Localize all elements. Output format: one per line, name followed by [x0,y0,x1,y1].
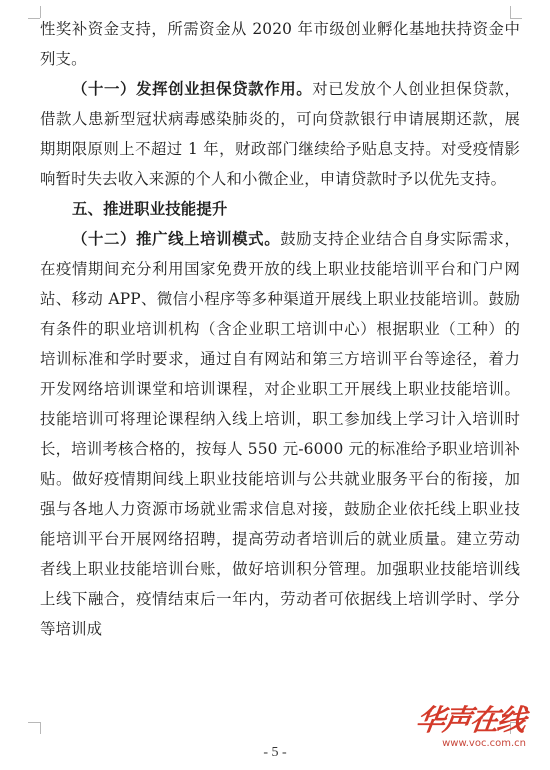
watermark-url: www.voc.com.cn [442,738,526,749]
section-11-title: （十一）发挥创业担保贷款作用。 [72,80,313,98]
watermark-logo [413,702,534,764]
crop-mark-bottom-left-h [28,722,40,723]
section-12-title: （十二）推广线上培训模式。 [72,230,281,248]
heading-text: 五、推进职业技能提升 [72,200,228,218]
document-body [40,14,520,644]
paragraph-guarantee-loans [40,74,520,194]
paragraph-text: 鼓励支持企业结合自身实际需求，在疫情期间充分利用国家免费开放的线上职业技能培训平台和门户网站、移动 APP、微信小程序等多种渠道开展线上职业技能培训。鼓励有条件的职业培训机构（含企业职工培训中心）根据职业（工种）的培训标准和学时要求，通过自有网站和第三方培训平台等途径，着力开发网络培训课堂和培训课程，对企业职工开展线上职业技能培训。技能培训可将理论课程纳入线上培训，职工参加线上学习计入培训时长，培训考核合格的，按每人 550 元-6000 元的标准给予职业培训补贴。做好疫情期间线上职业技能培训与公共就业服务平台的衔接，加强与各地人力资源市场就业需求信息对接，鼓励企业依托线上职业技能培训平台开展网络招聘，提高劳动者培训后的就业质量。建立劳动者线上职业技能培训台账，做好培训积分管理。加强职业技能培训线上线下融合，疫情结束后一年内，劳动者可依据线上培训学时、学分等培训成 [40,230,520,638]
crop-mark-bottom-left-v [40,722,41,734]
paragraph-text: 性奖补资金支持，所需资金从 2020 年市级创业孵化基地扶持资金中列支。 [40,20,520,68]
paragraph-text: 对已发放个人创业担保贷款，借款人患新型冠状病毒感染肺炎的，可向贷款银行申请展期还款，展期期限原则上不超过 1 年，财政部门继续给予贴息支持。对受疫情影响暂时失去收入来源的个人和小微企业，申请贷款时予以优先支持。 [40,80,520,188]
paragraph-online-training [40,224,520,644]
watermark-logo-text: 华声在线 [413,703,527,737]
crop-mark-top-left-h [28,18,40,19]
page-number: - 5 - [263,745,287,760]
section-heading-skills [40,194,520,224]
paragraph-funding-continuation [40,14,520,74]
